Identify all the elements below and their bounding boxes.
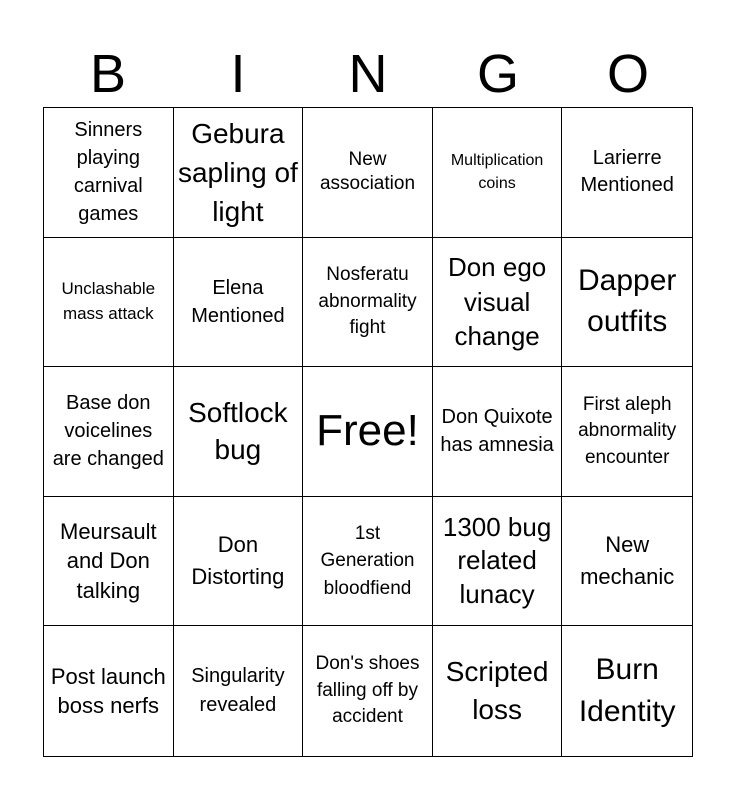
bingo-cell-r4-c1[interactable] [44,497,174,627]
cell-text: Elena Mentioned [191,276,285,327]
bingo-cell-r4-c2[interactable] [174,497,304,627]
bingo-cell-r2-c2[interactable] [174,238,304,368]
bingo-cell-r3-c1[interactable] [44,367,174,497]
bingo-cell-r2-c5[interactable] [562,238,692,368]
bingo-cell-r5-c1[interactable] [44,626,174,756]
bingo-cell-r3-c3[interactable] [303,367,433,497]
bingo-cell-r5-c5[interactable] [562,626,692,756]
bingo-cell-r1-c1[interactable] [44,108,174,238]
cell-text: Don ego visual change [447,252,547,352]
bingo-cell-r4-c5[interactable] [562,497,692,627]
cell-text: Base don voicelines are changed [52,392,164,471]
bingo-cell-r5-c2[interactable] [174,626,304,756]
cell-text: New association [319,148,416,195]
cell-text: Gebura sapling of light [177,117,298,227]
cell-text: Free! [316,406,419,456]
bingo-cell-r3-c4[interactable] [433,367,563,497]
header-letter-i: I [230,44,246,104]
bingo-cell-r1-c3[interactable] [303,108,433,238]
cell-text: First aleph abnormality encounter [578,393,677,468]
cell-text: Singularity revealed [191,665,285,717]
cell-text: Softlock bug [188,396,288,466]
bingo-cell-r2-c1[interactable] [44,238,174,368]
header-letter-n: N [348,44,388,104]
bingo-header [43,40,693,108]
bingo-cell-r1-c4[interactable] [433,108,563,238]
bingo-cell-r2-c4[interactable] [433,238,563,368]
header-letter-o: O [606,44,649,104]
cell-text: Post launch boss nerfs [50,663,166,719]
cell-text: New mechanic [580,532,675,590]
cell-text: Nosferatu abnormality fight [318,264,417,339]
cell-text: Don's shoes falling off by accident [315,653,420,728]
cell-text: Sinners playing carnival games [73,119,143,226]
bingo-cell-r5-c3[interactable] [303,626,433,756]
cell-text: Unclashable mass attack [61,279,156,323]
bingo-cell-r1-c2[interactable] [174,108,304,238]
cell-text: Dapper outfits [577,264,677,338]
bingo-cell-r5-c4[interactable] [433,626,563,756]
bingo-cell-r4-c4[interactable] [433,497,563,627]
cell-text: 1st Generation bloodfiend [320,522,415,599]
bingo-cell-r4-c3[interactable] [303,497,433,627]
bingo-cell-r2-c3[interactable] [303,238,433,368]
cell-text: 1300 bug related lunacy [442,512,552,609]
cell-text: Meursault and Don talking [60,518,157,603]
header-letter-b: B [89,44,127,104]
bingo-cell-r1-c5[interactable] [562,108,692,238]
bingo-board [43,107,693,757]
cell-text: Scripted loss [445,656,549,726]
header-letter-g: G [476,44,519,104]
cell-text: Larierre Mentioned [580,147,674,197]
cell-text: Don Quixote has amnesia [440,406,554,457]
cell-text: Don Distorting [191,532,285,590]
bingo-cell-r3-c2[interactable] [174,367,304,497]
cell-text: Multiplication coins [450,152,544,193]
bingo-cell-r3-c5[interactable] [562,367,692,497]
cell-text: Burn Identity [578,653,676,729]
